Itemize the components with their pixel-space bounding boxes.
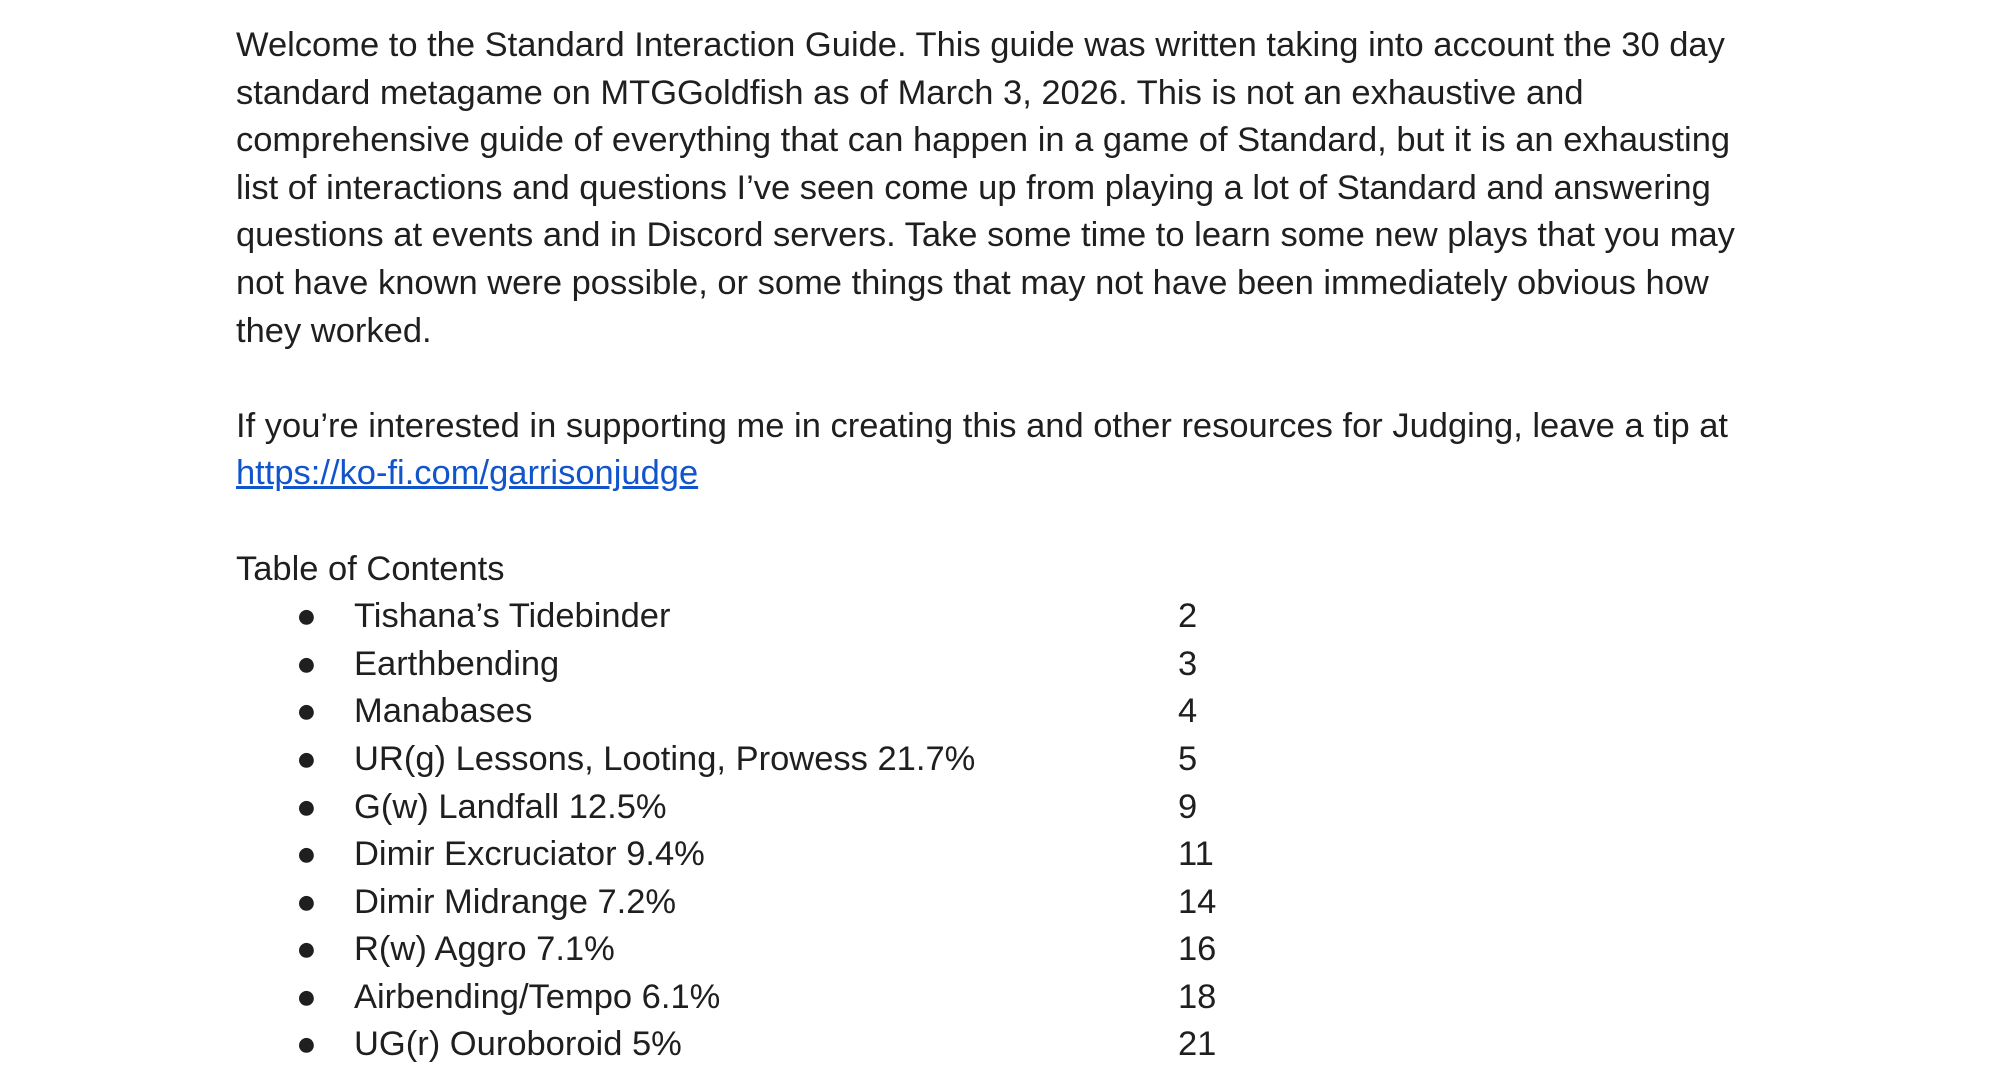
- toc-item-page: 16: [1178, 930, 1217, 969]
- toc-item[interactable]: [236, 974, 1776, 1022]
- document-body: [236, 22, 1776, 1069]
- toc-item-page: 21: [1178, 1025, 1217, 1064]
- toc-item-page: 4: [1178, 692, 1198, 731]
- support-paragraph: [236, 403, 1776, 498]
- toc-item-title: G(w) Landfall 12.5%: [354, 787, 667, 826]
- toc-item[interactable]: [236, 1021, 1776, 1069]
- bullet-icon: ●: [296, 787, 317, 826]
- bullet-icon: ●: [296, 739, 317, 778]
- toc-item-page: 9: [1178, 787, 1198, 826]
- toc-item[interactable]: [236, 926, 1776, 974]
- toc-item-title: Dimir Midrange 7.2%: [354, 882, 677, 921]
- blank-line: [236, 498, 1776, 546]
- toc-item[interactable]: [236, 879, 1776, 927]
- toc-item-title: Tishana’s Tidebinder: [354, 597, 671, 636]
- toc-item-title: Dimir Excruciator 9.4%: [354, 835, 705, 874]
- toc-item-title: Earthbending: [354, 644, 560, 683]
- toc-item-title: Manabases: [354, 692, 533, 731]
- toc-item[interactable]: [236, 688, 1776, 736]
- bullet-icon: ●: [296, 977, 317, 1016]
- toc-item-title: R(w) Aggro 7.1%: [354, 930, 615, 969]
- toc-item-title: UG(r) Ouroboroid 5%: [354, 1025, 682, 1064]
- bullet-icon: ●: [296, 597, 317, 636]
- toc-item-page: 14: [1178, 882, 1217, 921]
- bullet-icon: ●: [296, 1025, 317, 1064]
- toc-item-title: Airbending/Tempo 6.1%: [354, 977, 721, 1016]
- toc-item[interactable]: [236, 784, 1776, 832]
- toc-item[interactable]: [236, 736, 1776, 784]
- bullet-icon: ●: [296, 835, 317, 874]
- intro-paragraph: Welcome to the Standard Interaction Guide. This guide was written taking into account the 30 day standard metagame on MTGGoldfish as of March 3, 2026. This is not an exhaustive and comprehensive guide of everything that can happen in a game of Standard, but it is an exhausting list of interactions and questions I’ve seen come up from playing a lot of Standard and answering questions at events and in Discord servers. Take some time to learn some new plays that you may not have known were possible, or some things that may not have been immediately obvious how they worked.: [236, 26, 1735, 350]
- toc-item[interactable]: [236, 593, 1776, 641]
- bullet-icon: ●: [296, 692, 317, 731]
- bullet-icon: ●: [296, 644, 317, 683]
- support-text: If you’re interested in supporting me in creating this and other resources for Judging, leave a tip at: [236, 406, 1729, 445]
- toc-item-page: 18: [1178, 977, 1217, 1016]
- toc-item-title: UR(g) Lessons, Looting, Prowess 21.7%: [354, 739, 976, 778]
- blank-line: [236, 355, 1776, 403]
- bullet-icon: ●: [296, 882, 317, 921]
- toc-heading: Table of Contents: [236, 549, 505, 588]
- toc-item-page: 3: [1178, 644, 1198, 683]
- toc-item-page: 5: [1178, 739, 1198, 778]
- ko-fi-link[interactable]: https://ko-fi.com/garrisonjudge: [236, 454, 699, 493]
- toc-item[interactable]: [236, 831, 1776, 879]
- toc-item-page: 11: [1178, 835, 1214, 874]
- toc-item[interactable]: [236, 641, 1776, 689]
- toc-item-page: 2: [1178, 597, 1198, 636]
- toc-list: [236, 593, 1776, 1069]
- bullet-icon: ●: [296, 930, 317, 969]
